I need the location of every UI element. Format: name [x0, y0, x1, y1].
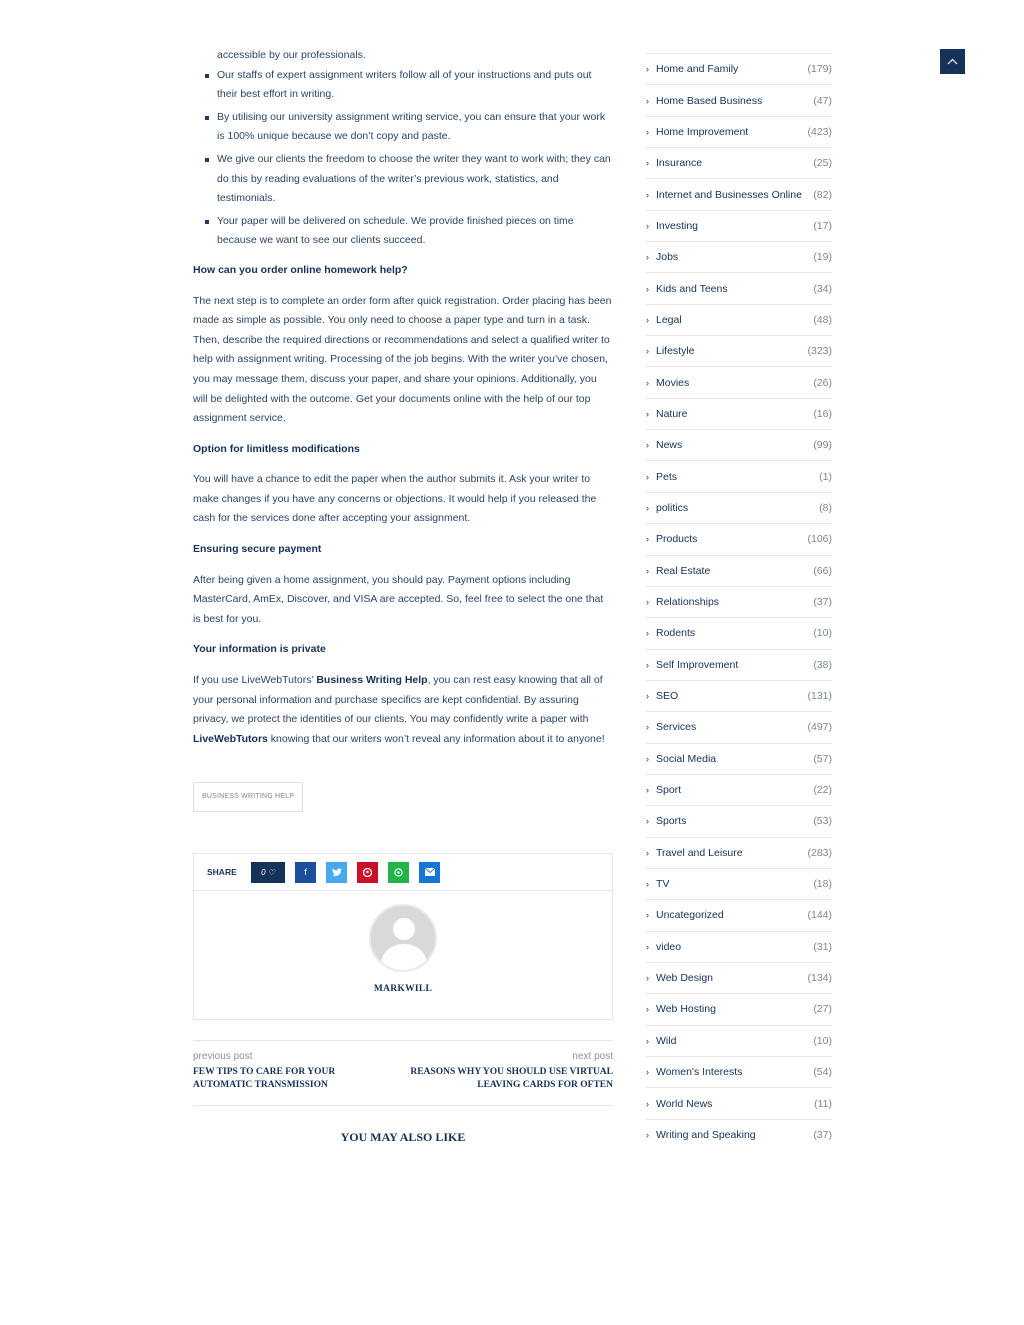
section-heading: Ensuring secure payment: [193, 543, 322, 556]
chevron-right-icon: ›: [646, 973, 649, 984]
category-item[interactable]: [646, 1025, 832, 1056]
category-item[interactable]: [646, 868, 832, 899]
chevron-right-icon: ›: [646, 1098, 649, 1109]
chevron-right-icon: ›: [646, 440, 649, 451]
category-count: (10): [813, 627, 832, 640]
category-name[interactable]: Women's Interests: [656, 1066, 743, 1079]
chevron-right-icon: ›: [646, 785, 649, 796]
back-to-top-button[interactable]: [940, 49, 965, 74]
list-item: We give our clients the freedom to choose the writer they want to work with; they can do this by reading evaluations of the writer’s previous work, statistics, and testimonials.: [205, 150, 613, 209]
category-item[interactable]: [646, 962, 832, 993]
category-count: (18): [813, 878, 832, 891]
list-item: Your paper will be delivered on schedule. We provide finished pieces on time because we want to see our clients succeed.: [205, 212, 613, 251]
category-count: (19): [813, 251, 832, 264]
chevron-right-icon: ›: [646, 377, 649, 388]
share-label: SHARE: [207, 867, 237, 877]
category-item[interactable]: [646, 837, 832, 868]
chevron-right-icon: ›: [646, 910, 649, 921]
chevron-right-icon: ›: [646, 565, 649, 576]
text: , you can rest easy knowing that all of your personal information and purchase specifics are kept confidential. By assuring privacy, we protect the identities of our clients. You may confidently write a paper with: [193, 674, 603, 726]
category-count: (134): [807, 972, 832, 985]
article-body: [193, 46, 613, 812]
category-name[interactable]: politics: [656, 501, 689, 514]
chevron-right-icon: ›: [646, 95, 649, 106]
author-name[interactable]: MARKWILL: [373, 984, 433, 994]
category-count: (66): [813, 564, 832, 577]
category-item[interactable]: [646, 774, 832, 805]
section-heading: Option for limitless modifications: [193, 442, 360, 455]
category-item[interactable]: [646, 116, 832, 147]
next-post-link[interactable]: [393, 1051, 613, 1092]
category-count: (423): [807, 125, 832, 138]
category-item[interactable]: [646, 931, 832, 962]
category-count: (48): [813, 313, 832, 326]
category-name[interactable]: Nature: [656, 407, 688, 420]
category-count: (10): [813, 1034, 832, 1047]
paragraph: [193, 671, 613, 749]
envelope-icon: [425, 868, 435, 876]
category-count: (8): [819, 501, 832, 514]
category-name[interactable]: Writing and Speaking: [656, 1128, 756, 1141]
chevron-right-icon: ›: [646, 691, 649, 702]
text: If you use LiveWebTutors’: [193, 674, 317, 687]
category-item[interactable]: [646, 586, 832, 617]
post-tag[interactable]: BUSINESS WRITING HELP: [193, 782, 303, 812]
category-count: (27): [813, 1003, 832, 1016]
category-item[interactable]: [646, 429, 832, 460]
category-count: (497): [807, 721, 832, 734]
pinterest-share-button[interactable]: [357, 862, 378, 883]
twitter-share-button[interactable]: [326, 862, 347, 883]
chevron-right-icon: ›: [646, 314, 649, 325]
email-share-button[interactable]: [419, 862, 440, 883]
category-name[interactable]: Travel and Leisure: [656, 846, 743, 859]
category-item[interactable]: [646, 210, 832, 241]
category-name[interactable]: Self Improvement: [656, 658, 739, 671]
category-name[interactable]: Kids and Teens: [656, 282, 728, 295]
previous-post-link[interactable]: [193, 1051, 383, 1092]
category-name[interactable]: Insurance: [656, 157, 703, 170]
category-item[interactable]: [646, 241, 832, 272]
category-item[interactable]: [646, 460, 832, 491]
category-count: (131): [807, 690, 832, 703]
category-count: (37): [813, 1128, 832, 1141]
author-box: [194, 904, 612, 994]
chevron-right-icon: ›: [646, 64, 649, 75]
chevron-right-icon: ›: [646, 1067, 649, 1078]
category-item[interactable]: [646, 743, 832, 774]
category-name[interactable]: Internet and Businesses Online: [656, 188, 802, 201]
category-name[interactable]: Services: [656, 721, 697, 734]
like-button[interactable]: [251, 862, 285, 883]
livewebtutors-link[interactable]: LiveWebTutors: [193, 732, 268, 745]
chevron-right-icon: ›: [646, 189, 649, 200]
category-name[interactable]: Sport: [656, 784, 682, 797]
chevron-right-icon: ›: [646, 471, 649, 482]
chevron-right-icon: ›: [646, 816, 649, 827]
chevron-right-icon: ›: [646, 252, 649, 263]
category-name[interactable]: Investing: [656, 219, 699, 232]
category-name[interactable]: Wild: [656, 1034, 677, 1047]
paragraph: The next step is to complete an order form after quick registration. Order placing has been made as simple as possible. You only need to choose a paper type and turn in a task. Then, describe the required directions or recommendations and select a qualified writer to help with assignment writing. Processing of the job begins. With the writer you’ve chosen, you may message them, discuss your paper, and share your opinions. Additionally, you will be delighted with the outcome. Get your documents online with the help of our top assignment service.: [193, 294, 612, 425]
category-count: (54): [813, 1066, 832, 1079]
category-count: (47): [813, 94, 832, 107]
related-posts-heading: YOU MAY ALSO LIKE: [340, 1130, 466, 1144]
facebook-icon: f: [304, 867, 307, 877]
category-name[interactable]: Sports: [656, 815, 687, 828]
category-name[interactable]: SEO: [656, 690, 679, 703]
category-name[interactable]: Uncategorized: [656, 909, 724, 922]
heart-icon: ♡: [267, 867, 275, 877]
category-count: (37): [813, 596, 832, 609]
category-name[interactable]: Home and Family: [656, 63, 739, 76]
category-item[interactable]: [646, 993, 832, 1024]
category-item[interactable]: [646, 492, 832, 523]
section-heading: How can you order online homework help?: [193, 263, 408, 276]
previous-post-title[interactable]: FEW TIPS TO CARE FOR YOUR AUTOMATIC TRANSMISSION: [193, 1067, 336, 1090]
paragraph: You will have a chance to edit the paper when the author submits it. Ask your writer to make changes if you have any concerns or objections. It would help if you released the cash for the services done after accepting your assignment.: [193, 473, 597, 525]
category-name[interactable]: Pets: [656, 470, 678, 483]
chevron-right-icon: ›: [646, 534, 649, 545]
category-count: (1): [819, 470, 832, 483]
category-name[interactable]: World News: [656, 1097, 713, 1110]
category-item[interactable]: [646, 84, 832, 115]
category-item[interactable]: [646, 1119, 832, 1150]
chevron-right-icon: ›: [646, 346, 649, 357]
category-item[interactable]: [646, 899, 832, 930]
category-item[interactable]: [646, 272, 832, 303]
category-name[interactable]: Rodents: [656, 627, 696, 640]
chevron-right-icon: ›: [646, 1129, 649, 1140]
chevron-up-icon: [947, 58, 958, 65]
category-item[interactable]: [646, 523, 832, 554]
category-item[interactable]: [646, 555, 832, 586]
category-count: (11): [814, 1097, 832, 1110]
next-post-title[interactable]: REASONS WHY YOU SHOULD USE VIRTUAL LEAVING CARDS FOR OFTEN: [410, 1067, 613, 1090]
category-name[interactable]: Relationships: [656, 596, 720, 609]
category-count: (53): [813, 815, 832, 828]
category-item[interactable]: [646, 398, 832, 429]
avatar[interactable]: [369, 904, 437, 972]
category-name[interactable]: Social Media: [656, 752, 717, 765]
whatsapp-share-button[interactable]: [388, 862, 409, 883]
paragraph: After being given a home assignment, you should pay. Payment options including MasterCard, AmEx, Discover, and VISA are accepted. So, feel free to select the one that is best for you.: [193, 573, 604, 625]
category-count: (38): [813, 658, 832, 671]
category-name[interactable]: video: [656, 940, 682, 953]
category-item[interactable]: [646, 617, 832, 648]
category-item[interactable]: [646, 1056, 832, 1087]
category-name[interactable]: Legal: [656, 313, 682, 326]
bullet-continuation: accessible by our professionals.: [217, 49, 366, 61]
category-item[interactable]: [646, 366, 832, 397]
category-count: (82): [813, 188, 832, 201]
category-item[interactable]: [646, 680, 832, 711]
feature-list: [205, 66, 613, 251]
category-item[interactable]: [646, 178, 832, 209]
chevron-right-icon: ›: [646, 659, 649, 670]
chevron-right-icon: ›: [646, 753, 649, 764]
facebook-share-button[interactable]: [295, 862, 316, 883]
category-count: (323): [807, 345, 832, 358]
category-item[interactable]: [646, 1087, 832, 1118]
category-item[interactable]: [646, 147, 832, 178]
text: knowing that our writers won’t reveal any information about it to anyone!: [267, 732, 605, 745]
whatsapp-icon: [394, 868, 403, 877]
category-name[interactable]: Products: [656, 533, 698, 546]
category-name[interactable]: Home Improvement: [656, 125, 749, 138]
category-name[interactable]: Web Hosting: [656, 1003, 716, 1016]
business-writing-help-link[interactable]: Business Writing Help: [316, 674, 428, 687]
category-name[interactable]: Jobs: [656, 251, 679, 264]
like-count: 0: [261, 867, 266, 877]
next-post-label: next post: [572, 1051, 613, 1062]
post-navigation: [193, 1040, 613, 1106]
category-name[interactable]: Real Estate: [656, 564, 711, 577]
share-bar: [194, 854, 612, 891]
twitter-icon: [332, 868, 342, 877]
category-name[interactable]: Home Based Business: [656, 94, 763, 107]
category-count: (106): [807, 533, 832, 546]
category-name[interactable]: Movies: [656, 376, 690, 389]
category-name[interactable]: News: [656, 439, 683, 452]
category-count: (25): [813, 157, 832, 170]
list-item: By utilising our university assignment writing service, you can ensure that your work is 100% unique because we don’t copy and paste.: [205, 108, 613, 147]
category-count: (57): [813, 752, 832, 765]
category-item[interactable]: [646, 335, 832, 366]
section-heading: Your information is private: [193, 643, 326, 656]
category-count: (179): [807, 63, 832, 76]
chevron-right-icon: ›: [646, 597, 649, 608]
category-name[interactable]: Lifestyle: [656, 345, 695, 358]
chevron-right-icon: ›: [646, 847, 649, 858]
previous-post-label: previous post: [193, 1051, 253, 1062]
category-count: (22): [813, 784, 832, 797]
category-count: (99): [813, 439, 832, 452]
category-item[interactable]: [646, 805, 832, 836]
chevron-right-icon: ›: [646, 220, 649, 231]
chevron-right-icon: ›: [646, 628, 649, 639]
category-count: (17): [813, 219, 832, 232]
share-author-box: [193, 853, 613, 1020]
category-item[interactable]: [646, 649, 832, 680]
category-item[interactable]: [646, 711, 832, 742]
chevron-right-icon: ›: [646, 1004, 649, 1015]
category-list: [646, 53, 832, 1150]
chevron-right-icon: ›: [646, 941, 649, 952]
chevron-right-icon: ›: [646, 283, 649, 294]
chevron-right-icon: ›: [646, 502, 649, 513]
category-count: (26): [813, 376, 832, 389]
category-name[interactable]: TV: [656, 878, 670, 891]
category-count: (144): [807, 909, 832, 922]
chevron-right-icon: ›: [646, 1035, 649, 1046]
category-count: (283): [807, 846, 832, 859]
pinterest-icon: [363, 868, 372, 877]
list-item: Our staffs of expert assignment writers follow all of your instructions and puts out their best effort in writing.: [205, 66, 613, 105]
category-item[interactable]: [646, 53, 832, 84]
category-count: (34): [813, 282, 832, 295]
category-item[interactable]: [646, 304, 832, 335]
chevron-right-icon: ›: [646, 408, 649, 419]
category-count: (16): [813, 407, 832, 420]
chevron-right-icon: ›: [646, 158, 649, 169]
category-name[interactable]: Web Design: [656, 972, 714, 985]
chevron-right-icon: ›: [646, 722, 649, 733]
chevron-right-icon: ›: [646, 126, 649, 137]
chevron-right-icon: ›: [646, 879, 649, 890]
category-count: (31): [813, 940, 832, 953]
